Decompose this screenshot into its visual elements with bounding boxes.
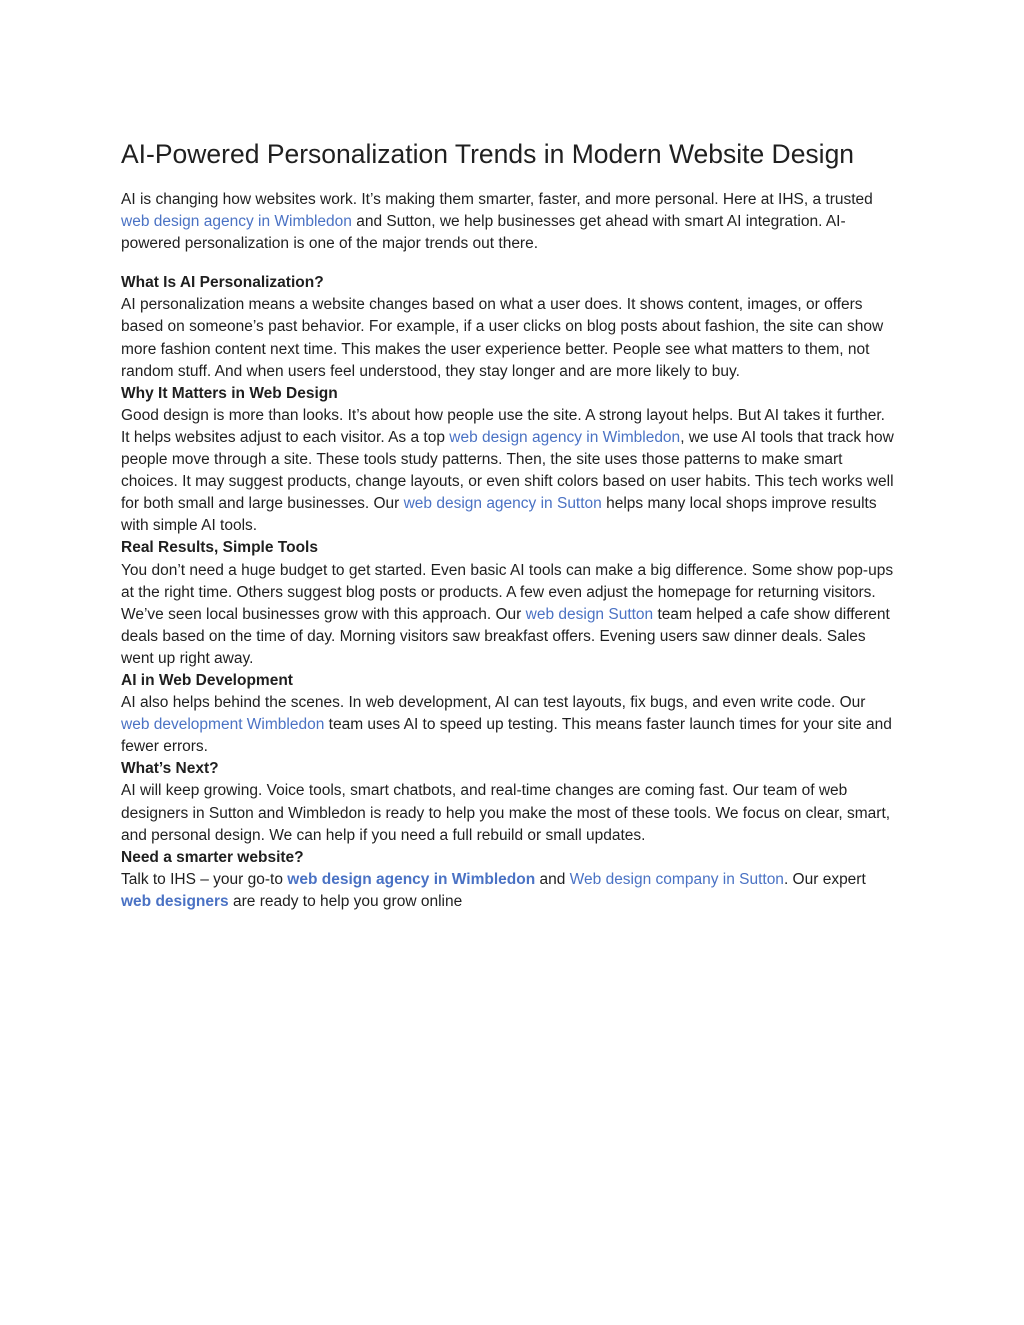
intro-paragraph	[121, 189, 896, 255]
paragraph-text: team helped a cafe show different deals based on the time of day. Morning visitors saw breakfast offers. Evening users saw dinner deals. Sales went up right away.	[121, 605, 890, 667]
paragraph-text: Talk to IHS – your go-to	[121, 870, 288, 888]
link-web-design-agency-wimbledon[interactable]: web design agency in Wimbledon	[449, 428, 681, 446]
section-paragraph-real-results	[121, 560, 896, 670]
paragraph-text: AI personalization means a website changes based on what a user does. It shows content, images, or offers based on someone’s past behavior. For example, if a user clicks on blog posts about fashion, the site can show more fashion content next time. This makes the user experience better. People see what matters to them, not random stuff. And when users feel understood, they stay longer and are more likely to buy.	[121, 296, 884, 380]
section-paragraph-ai-web-development	[121, 692, 896, 758]
paragraph-text: team uses AI to speed up testing. This means faster launch times for your site and fewer errors.	[121, 716, 892, 756]
link-web-development-wimbledon[interactable]: web development Wimbledon	[121, 716, 325, 734]
link-web-design-agency-wimbledon[interactable]: web design agency in Wimbledon	[287, 870, 536, 888]
document-body	[121, 189, 896, 913]
intro-text: AI is changing how websites work. It’s making them smarter, faster, and more personal. Here at IHS, a trusted	[121, 191, 873, 208]
paragraph-text: are ready to help you grow online	[228, 892, 463, 910]
paragraph-text: Good design is more than looks. It’s about how people use the site. A strong layout helps. But AI takes it further. It helps websites adjust to each visitor. As a top	[121, 406, 885, 446]
section-paragraph-ai-personalization	[121, 294, 896, 382]
paragraph-text: You don’t need a huge budget to get started. Even basic AI tools can make a big difference. Some show pop-ups at the right time. Others suggest blog posts or products. A few even adjust the homepage for returning visitors. We’ve seen local businesses grow with this approach. Our	[121, 561, 894, 623]
section-heading-ai-personalization: What Is AI Personalization?	[121, 274, 324, 292]
section-paragraph-need-smarter-website	[121, 869, 896, 913]
section-heading-real-results: Real Results, Simple Tools	[121, 539, 318, 557]
section-heading-whats-next: What’s Next?	[121, 760, 219, 778]
paragraph-text: AI will keep growing. Voice tools, smart chatbots, and real-time changes are coming fast. Our team of web designers in Sutton and Wimbledon is ready to help you make the most of these tools. We focus on clear, smart, and personal design. We can help if you need a full rebuild or small updates.	[121, 782, 891, 844]
document-title: AI-Powered Personalization Trends in Modern Website Design	[121, 139, 855, 169]
section-heading-why-it-matters: Why It Matters in Web Design	[121, 384, 338, 402]
link-web-design-agency-sutton[interactable]: web design agency in Sutton	[403, 495, 602, 513]
paragraph-text: , we use AI tools that track how people move through a site. These tools study patterns. Then, the site uses those patterns to make smart choices. It may suggest products, change layouts, or even shift colors based on user habits. This tech works well for both small and large businesses. Our	[121, 428, 894, 513]
paragraph-text: AI also helps behind the scenes. In web development, AI can test layouts, fix bugs, and even write code. Our	[121, 694, 866, 712]
link-web-design-sutton[interactable]: web design Sutton	[525, 605, 654, 623]
section-heading-need-smarter-website: Need a smarter website?	[121, 848, 304, 866]
intro-text: and Sutton, we help businesses get ahead with smart AI integration. AI-powered personalization is one of the major trends out there.	[121, 213, 846, 253]
link-web-design-company-sutton[interactable]: Web design company in Sutton	[569, 870, 784, 888]
section-heading-ai-web-development: AI in Web Development	[121, 671, 293, 689]
paragraph-text: . Our expert	[783, 870, 866, 888]
paragraph-text: and	[535, 870, 570, 888]
section-paragraph-whats-next	[121, 780, 896, 846]
link-web-designers[interactable]: web designers	[121, 892, 229, 910]
section-paragraph-why-it-matters	[121, 405, 896, 538]
link-web-design-agency-wimbledon[interactable]: web design agency in Wimbledon	[121, 213, 352, 231]
paragraph-text: helps many local shops improve results with simple AI tools.	[121, 495, 877, 535]
